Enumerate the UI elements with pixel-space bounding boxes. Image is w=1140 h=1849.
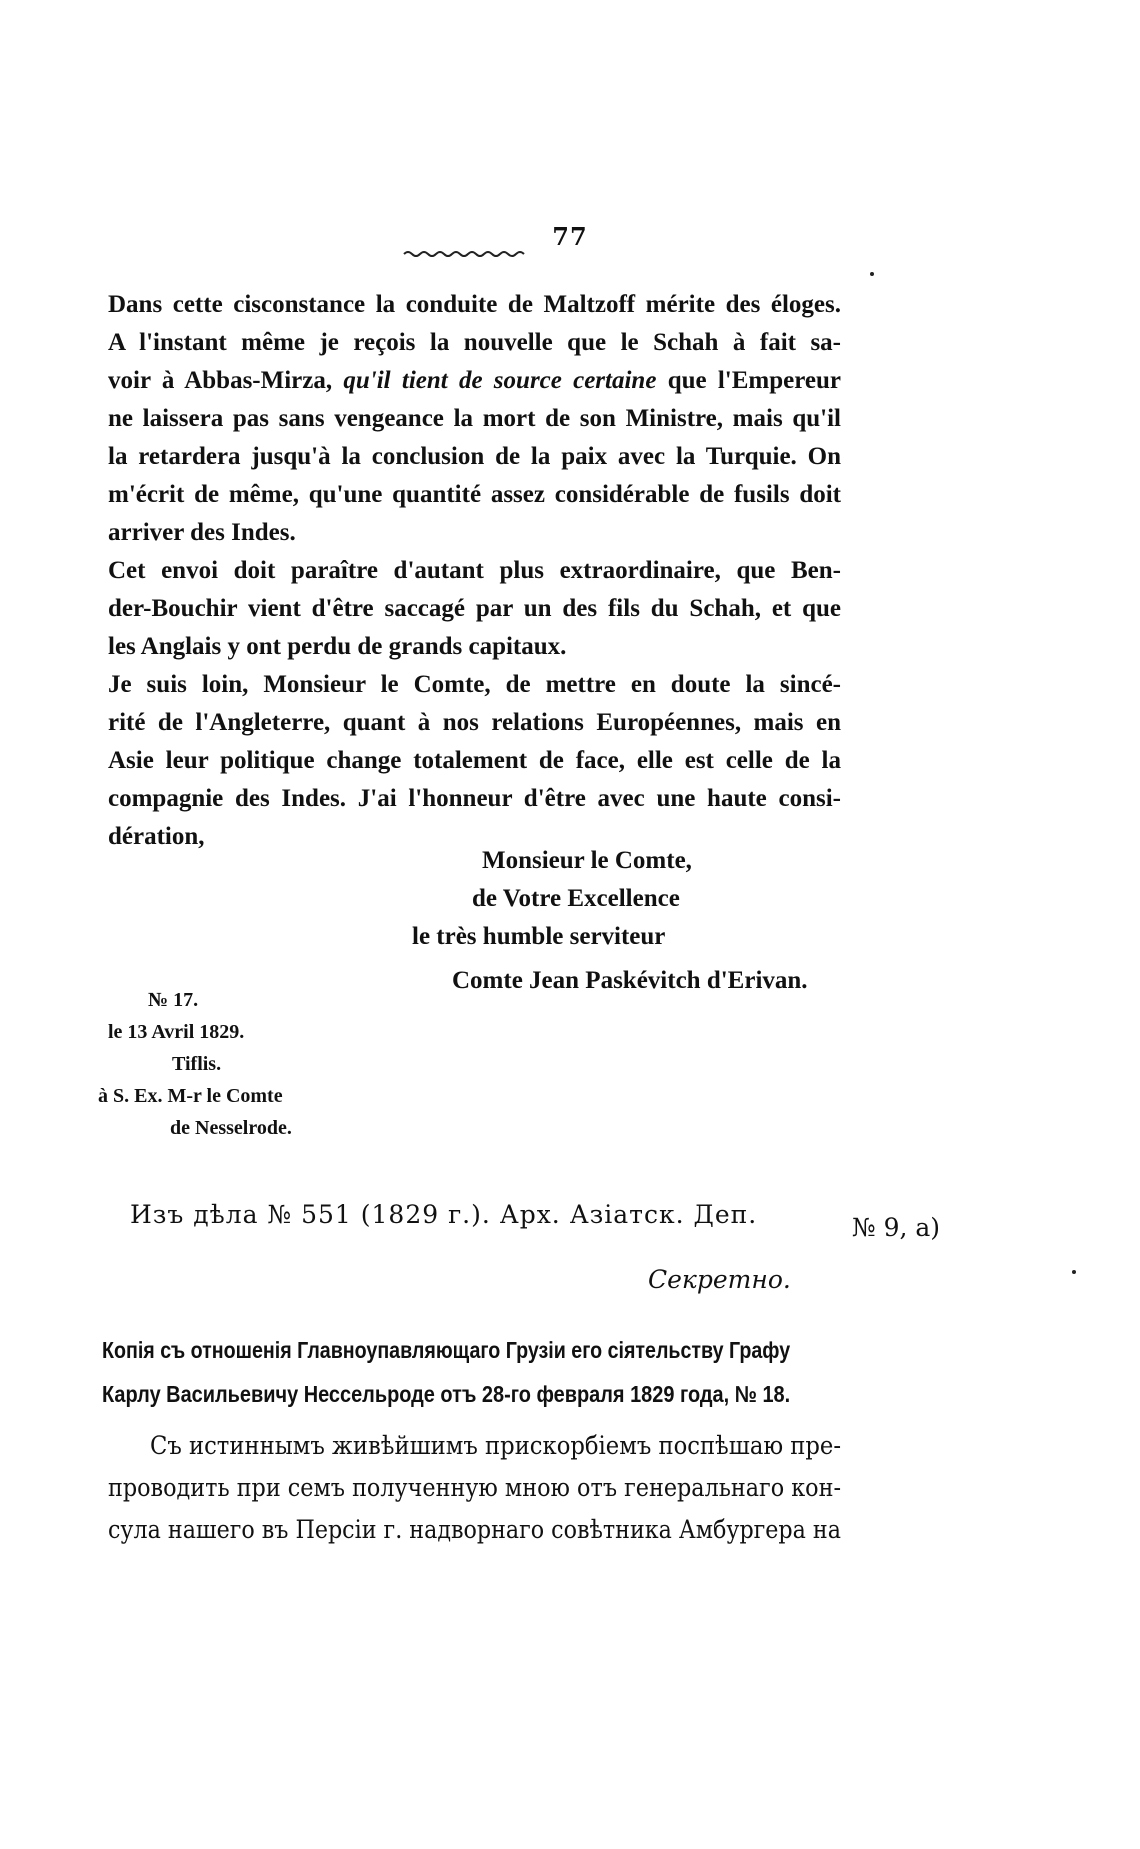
closing-salutation: Monsieur le Comte, xyxy=(482,847,692,874)
letter-number: № 17. xyxy=(148,989,199,1011)
secret-mark: Секретно. xyxy=(648,1265,791,1294)
closing-salutation: le très humble serviteur xyxy=(412,923,666,950)
signature: Comte Jean Paskévitch d'Erivan. xyxy=(452,967,808,994)
letter-line: rité de l'Angleterre, quant à nos relations Européennes, mais en xyxy=(108,709,841,736)
letter-line: arriver des Indes. xyxy=(108,519,296,546)
letter-recipient: de Nesselrode. xyxy=(170,1117,292,1139)
italic-phrase: qu'il tient de source certaine xyxy=(343,367,657,394)
closing-salutation: de Votre Excellence xyxy=(472,885,680,912)
page-number-ornament xyxy=(0,248,1140,262)
letter-line-with-italic xyxy=(108,362,841,400)
scan-speck xyxy=(870,272,874,276)
letter-line: les Anglais y ont perdu de grands capitaux. xyxy=(108,633,567,660)
scan-speck xyxy=(1072,1270,1076,1274)
letter-line: Cet envoi doit paraître d'autant plus extraordinaire, que Ben- xyxy=(108,557,841,584)
archive-reference: Изъ дѣла № 551 (1829 г.). Арх. Азіатск. Деп. xyxy=(130,1200,758,1229)
letter-line: ne laissera pas sans vengeance la mort de son Ministre, mais qu'il xyxy=(108,405,841,432)
letter-recipient: à S. Ex. M-r le Comte xyxy=(98,1085,283,1107)
page-number: 77 xyxy=(552,222,588,251)
letter-line: compagnie des Indes. J'ai l'honneur d'être avec une haute consi- xyxy=(108,785,841,812)
letter-line: Dans cette cisconstance la conduite de Maltzoff mérite des éloges. xyxy=(108,291,841,318)
letter-line: la retardera jusqu'à la conclusion de la paix avec la Turquie. On xyxy=(108,443,841,470)
document-number: № 9, a) xyxy=(852,1213,941,1242)
letter-line-start: voir à Abbas-Mirza, xyxy=(108,367,344,394)
letter-line-end: que l'Empereur xyxy=(656,367,841,394)
letter-line: dération, xyxy=(108,823,205,850)
letter-line: A l'instant même je reçois la nouvelle que le Schah à fait sa- xyxy=(108,329,841,356)
document-body-line: проводить при семъ полученную мною отъ генеральнаго кон- xyxy=(108,1473,842,1502)
document-body-line: Съ истиннымъ живѣйшимъ прискорбіемъ поспѣшаю пре- xyxy=(150,1431,842,1460)
document-heading: Копія съ отношенія Главноупавляющаго Грузіи его сіятельству Графу xyxy=(102,1337,791,1363)
document-body-line: сула нашего въ Персіи г. надворнаго совѣтника Амбургера на xyxy=(108,1515,841,1544)
letter-place: Tiflis. xyxy=(172,1053,222,1075)
letter-line: Je suis loin, Monsieur le Comte, de mettre en doute la sincé- xyxy=(108,671,841,698)
letter-line: Asie leur politique change totalement de face, elle est celle de la xyxy=(108,747,841,774)
letter-date: le 13 Avril 1829. xyxy=(108,1021,245,1043)
letter-line: m'écrit de même, qu'une quantité assez considérable de fusils doit xyxy=(108,481,841,508)
letter-line: der-Bouchir vient d'être saccagé par un des fils du Schah, et que xyxy=(108,595,841,622)
document-heading: Карлу Васильевичу Нессельроде отъ 28-го февраля 1829 года, № 18. xyxy=(102,1381,791,1407)
